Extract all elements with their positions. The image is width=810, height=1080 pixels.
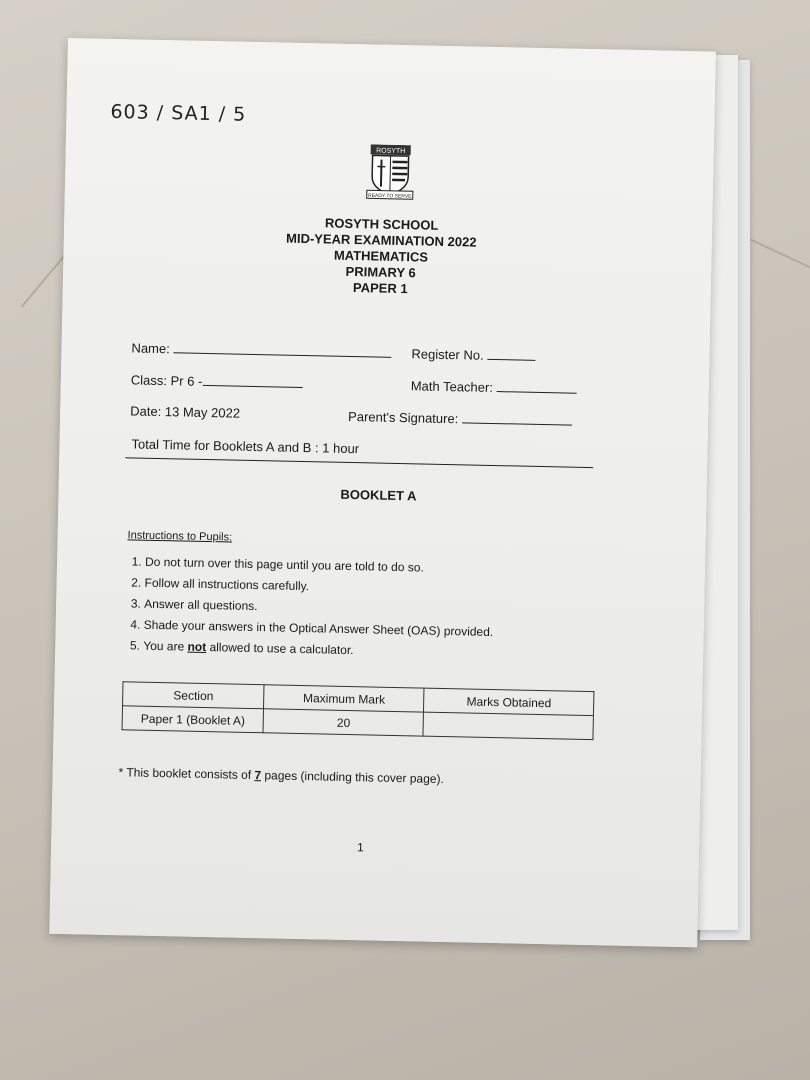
- col-marks-obtained: Marks Obtained: [424, 688, 594, 716]
- class-blank[interactable]: [202, 373, 302, 388]
- level: PRIMARY 6: [345, 263, 416, 281]
- footnote-text: pages (including this cover page).: [260, 768, 445, 787]
- class-field[interactable]: [131, 371, 303, 391]
- svg-text:READY TO SERVE: READY TO SERVE: [367, 192, 412, 200]
- page-count: 7: [254, 768, 262, 783]
- instruction-text: allowed to use a calculator.: [206, 640, 354, 658]
- exam-cover-page: [49, 38, 716, 947]
- page-number: 1: [356, 840, 364, 855]
- signature-blank[interactable]: [462, 410, 572, 425]
- instruction-text: You are: [143, 638, 188, 654]
- instruction-item: 3. Answer all questions.: [144, 594, 546, 623]
- col-section: Section: [123, 682, 265, 709]
- instruction-item: 1. Do not turn over this page until you are told to do so.: [145, 552, 547, 581]
- instructions-list: [125, 551, 547, 665]
- cell-maximum-mark: 20: [263, 709, 424, 736]
- exam-header: [213, 213, 550, 300]
- cell-marks-obtained[interactable]: [423, 712, 593, 740]
- instructions-heading: Instructions to Pupils:: [127, 529, 233, 544]
- register-blank[interactable]: [487, 347, 535, 361]
- marks-table: [122, 681, 595, 740]
- teacher-field[interactable]: [411, 377, 577, 396]
- instruction-item: 2. Follow all instructions carefully.: [144, 573, 546, 602]
- signature-label: Parent's Signature:: [347, 408, 459, 427]
- col-maximum-mark: Maximum Mark: [264, 685, 425, 712]
- handwritten-reference: 603 / SA1 / 5: [110, 100, 247, 126]
- date-field: Date: 13 May 2022: [130, 403, 241, 421]
- school-crest: [365, 144, 416, 206]
- signature-field[interactable]: [348, 408, 572, 429]
- divider: [125, 457, 593, 468]
- exam-name: MID-YEAR EXAMINATION 2022: [285, 230, 477, 250]
- subject: MATHEMATICS: [333, 247, 429, 265]
- total-time: Total Time for Booklets A and B : 1 hour: [131, 436, 360, 457]
- teacher-blank[interactable]: [496, 379, 576, 394]
- name-blank[interactable]: [173, 340, 391, 358]
- svg-text:ROSYTH: ROSYTH: [376, 147, 406, 156]
- register-field[interactable]: [411, 345, 535, 364]
- booklet-title: BOOKLET A: [340, 486, 417, 504]
- name-label: Name:: [131, 340, 170, 357]
- name-field[interactable]: [131, 339, 391, 360]
- teacher-label: Math Teacher:: [410, 378, 494, 395]
- footnote-text: * This booklet consists of: [118, 765, 255, 783]
- paper: PAPER 1: [352, 280, 408, 297]
- cell-section: Paper 1 (Booklet A): [122, 706, 264, 733]
- school-name: ROSYTH SCHOOL: [324, 215, 439, 233]
- emphasis-not: not: [187, 639, 207, 655]
- crest-icon: [365, 144, 416, 201]
- instruction-item: 4. Shade your answers in the Optical Answer Sheet (OAS) provided.: [143, 615, 545, 644]
- register-label: Register No.: [411, 346, 484, 363]
- class-label: Class: Pr 6 -: [130, 372, 203, 389]
- footnote: [118, 765, 444, 786]
